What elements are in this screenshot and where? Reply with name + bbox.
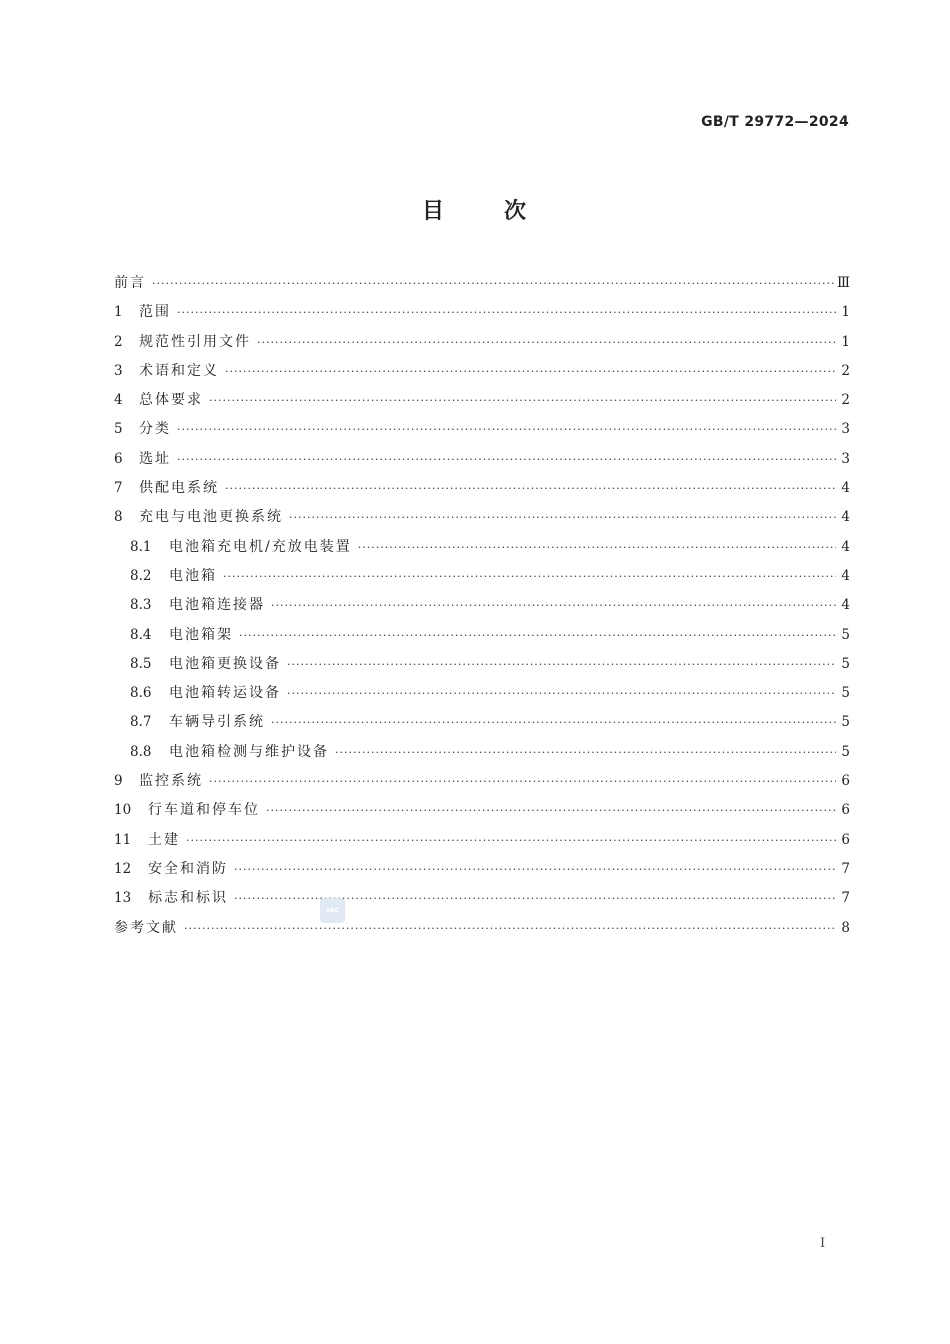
toc-entry[interactable]: [114, 328, 850, 357]
table-of-contents: [114, 269, 850, 943]
toc-entry-page: 4: [841, 597, 850, 614]
toc-entry[interactable]: [114, 533, 850, 562]
toc-entry[interactable]: [114, 884, 850, 913]
toc-leader-dots: [234, 855, 836, 884]
toc-entry-number: 13: [114, 890, 132, 907]
toc-entry-label: 供配电系统: [139, 480, 219, 497]
toc-entry-number: 9: [114, 773, 123, 790]
toc-leader-dots: [266, 796, 836, 825]
toc-entry-number: 8.5: [130, 655, 152, 672]
toc-entry-page: 6: [841, 831, 850, 848]
toc-leader-dots: [177, 415, 836, 444]
toc-entry-number: 2: [114, 333, 123, 350]
toc-entry-page: 7: [841, 860, 850, 877]
toc-leader-dots: [225, 357, 836, 386]
toc-leader-dots: [177, 445, 836, 474]
toc-entry-page: 2: [841, 362, 850, 379]
toc-entry[interactable]: [114, 269, 850, 298]
toc-entry-label: 电池箱连接器: [169, 597, 265, 614]
toc-entry-label: 电池箱架: [169, 626, 233, 643]
toc-entry-page: 5: [841, 714, 850, 731]
toc-entry[interactable]: [114, 796, 850, 825]
toc-leader-dots: [257, 328, 836, 357]
toc-entry[interactable]: [114, 415, 850, 444]
toc-entry-label: 前言: [114, 275, 146, 291]
toc-entry-number: 1: [114, 304, 123, 321]
toc-entry-page: 3: [841, 421, 850, 438]
toc-leader-dots: [335, 738, 836, 767]
title-char-1: 目: [421, 199, 446, 224]
standard-number: GB/T 29772—2024: [701, 114, 849, 130]
toc-entry-label: 范围: [139, 304, 171, 321]
toc-entry[interactable]: [114, 503, 850, 532]
toc-entry-page: 5: [841, 685, 850, 702]
toc-entry-page: 5: [841, 743, 850, 760]
toc-leader-dots: [152, 269, 836, 298]
page-number: I: [820, 1236, 826, 1251]
toc-entry[interactable]: [114, 914, 850, 943]
toc-entry-page: 4: [841, 538, 850, 555]
toc-entry-page: 6: [841, 773, 850, 790]
toc-leader-dots: [177, 298, 836, 327]
toc-entry-page: 1: [841, 304, 850, 321]
toc-entry-number: 8: [114, 509, 123, 526]
toc-entry-label: 电池箱检测与维护设备: [169, 743, 329, 760]
toc-entry-page: 8: [841, 919, 850, 936]
toc-leader-dots: [225, 474, 836, 503]
toc-leader-dots: [287, 679, 836, 708]
toc-entry-label: 电池箱转运设备: [169, 685, 281, 702]
page-title: [0, 194, 950, 225]
toc-entry-page: 1: [841, 333, 850, 350]
toc-entry-label: 电池箱: [169, 567, 217, 584]
toc-entry-number: 8.8: [130, 743, 152, 760]
toc-entry-number: 11: [114, 831, 132, 848]
toc-entry-number: 7: [114, 480, 123, 497]
toc-entry-label: 电池箱充电机/充放电装置: [169, 538, 352, 555]
toc-entry-number: 3: [114, 362, 123, 379]
sac-watermark-logo: SAC: [320, 898, 345, 923]
toc-entry-label: 总体要求: [139, 392, 203, 409]
toc-entry[interactable]: [114, 357, 850, 386]
toc-entry-label: 充电与电池更换系统: [139, 509, 283, 526]
toc-entry-number: 4: [114, 392, 123, 409]
toc-entry-label: 车辆导引系统: [169, 714, 265, 731]
toc-entry-label: 安全和消防: [148, 860, 228, 877]
toc-entry[interactable]: [114, 298, 850, 327]
toc-entry-page: 4: [841, 509, 850, 526]
toc-entry[interactable]: [114, 738, 850, 767]
toc-entry-number: 10: [114, 802, 132, 819]
toc-entry-number: 8.4: [130, 626, 152, 643]
toc-entry[interactable]: [114, 591, 850, 620]
toc-entry[interactable]: [114, 650, 850, 679]
toc-entry[interactable]: [114, 826, 850, 855]
toc-entry-page: 4: [841, 567, 850, 584]
toc-entry-label: 标志和标识: [148, 890, 228, 907]
title-char-2: 次: [504, 199, 529, 224]
toc-entry[interactable]: [114, 445, 850, 474]
toc-entry-page: 5: [841, 626, 850, 643]
toc-entry-page: 7: [841, 890, 850, 907]
toc-leader-dots: [287, 650, 836, 679]
toc-entry-number: 6: [114, 450, 123, 467]
toc-entry-number: 8.2: [130, 567, 152, 584]
toc-entry-label: 选址: [139, 450, 171, 467]
toc-leader-dots: [184, 914, 836, 943]
toc-leader-dots: [271, 591, 836, 620]
toc-entry[interactable]: [114, 767, 850, 796]
toc-entry-page: 3: [841, 450, 850, 467]
toc-leader-dots: [186, 826, 836, 855]
toc-entry-number: 8.3: [130, 597, 152, 614]
toc-entry-number: 12: [114, 860, 132, 877]
toc-leader-dots: [289, 503, 836, 532]
toc-entry[interactable]: [114, 855, 850, 884]
toc-entry-number: 5: [114, 421, 123, 438]
toc-entry-label: 术语和定义: [139, 362, 219, 379]
toc-entry-label: 电池箱更换设备: [169, 655, 281, 672]
toc-entry-page: Ⅲ: [836, 275, 850, 291]
toc-leader-dots: [223, 562, 836, 591]
toc-entry-page: 4: [841, 480, 850, 497]
toc-entry-label: 监控系统: [139, 773, 203, 790]
toc-entry-number: 8.1: [130, 538, 152, 555]
toc-entry-label: 规范性引用文件: [139, 333, 251, 350]
toc-entry-page: 6: [841, 802, 850, 819]
toc-entry-label: 参考文献: [114, 919, 178, 936]
toc-entry-page: 5: [841, 655, 850, 672]
toc-entry-number: 8.7: [130, 714, 152, 731]
toc-leader-dots: [239, 621, 836, 650]
toc-entry[interactable]: [114, 621, 850, 650]
toc-leader-dots: [209, 386, 836, 415]
toc-entry-label: 分类: [139, 421, 171, 438]
toc-entry-page: 2: [841, 392, 850, 409]
toc-entry-number: 8.6: [130, 685, 152, 702]
toc-leader-dots: [358, 533, 836, 562]
toc-leader-dots: [209, 767, 836, 796]
toc-entry[interactable]: [114, 386, 850, 415]
toc-entry-label: 土建: [148, 831, 180, 848]
toc-entry[interactable]: [114, 474, 850, 503]
toc-entry[interactable]: [114, 679, 850, 708]
toc-entry[interactable]: [114, 708, 850, 737]
toc-leader-dots: [271, 708, 836, 737]
toc-entry-label: 行车道和停车位: [148, 802, 260, 819]
toc-entry[interactable]: [114, 562, 850, 591]
